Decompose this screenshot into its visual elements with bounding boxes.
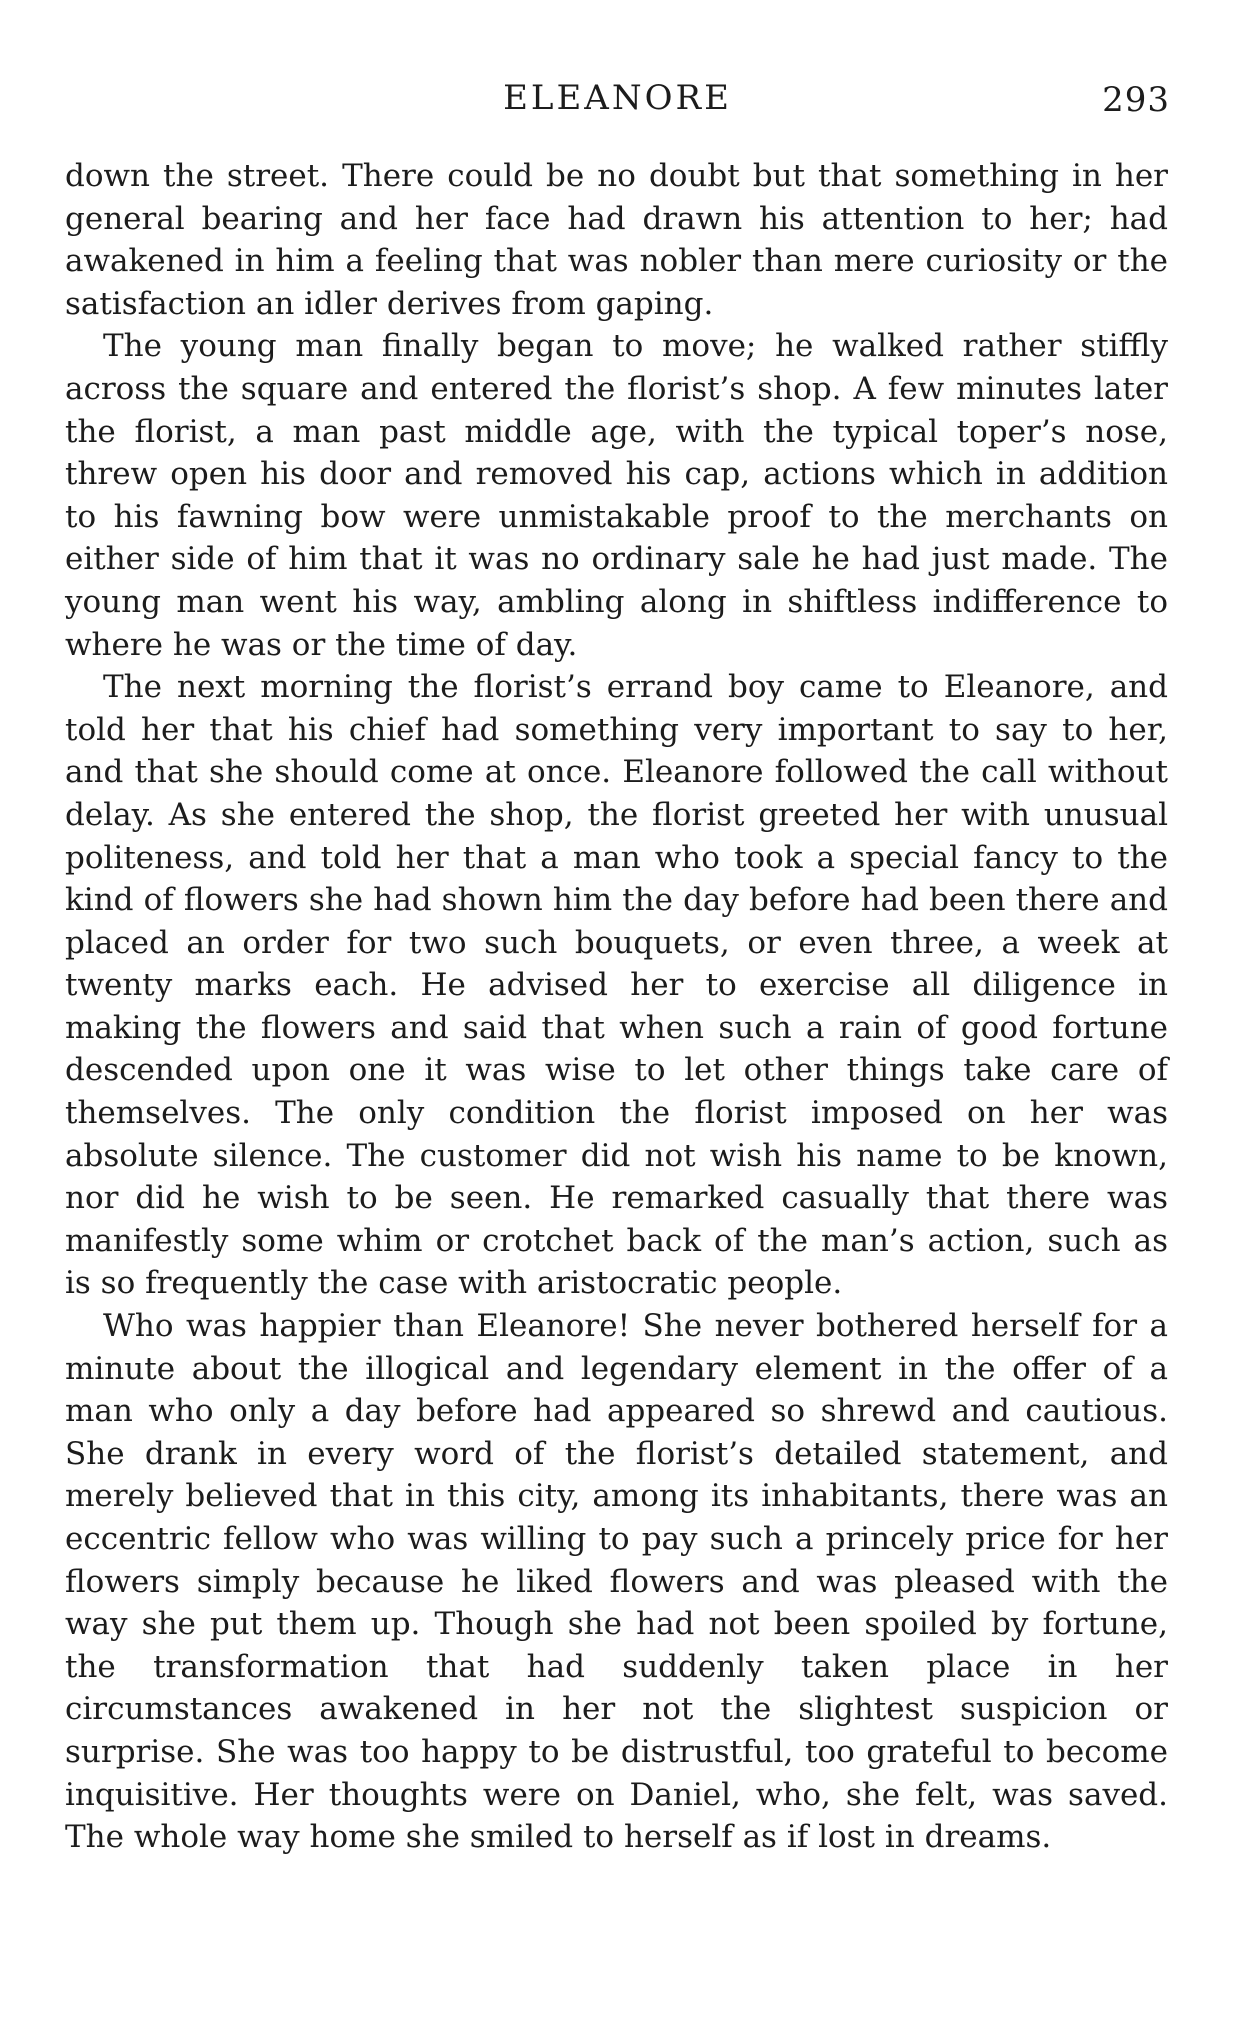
- running-head: [65, 78, 1170, 128]
- paragraph: The next morning the florist’s errand boy came to Eleanore, and told her that his chief had something very important to say to her, and that she should come at once. Eleanore followed the call without delay. As she entered the shop, the florist greeted her with unusual politeness, and told her that a man who took a special fancy to the kind of flowers she had shown him the day before had been there and placed an order for two such bouquets, or even three, a week at twenty marks each. He advised her to exercise all diligence in making the flowers and said that when such a rain of good fortune descended upon one it was wise to let other things take care of themselves. The only condition the florist imposed on her was absolute silence. The customer did not wish his name to be known, nor did he wish to be seen. He remarked casually that there was manifestly some whim or crotchet back of the man’s action, such as is so frequently the case with aristocratic people.: [65, 669, 1168, 1302]
- page-number: 293: [1102, 80, 1170, 120]
- paragraph: The young man finally began to move; he walked rather stiffly across the square and entered the florist’s shop. A few minutes later the florist, a man past middle age, with the typical toper’s nose, threw open his door and removed his cap, actions which in addition to his fawning bow were unmistakable proof to the merchants on either side of him that it was no ordinary sale he had just made. The young man went his way, ambling along in shiftless indifference to where he was or the time of day.: [65, 328, 1168, 663]
- body-text: [65, 155, 1168, 1859]
- running-title: ELEANORE: [503, 78, 732, 118]
- paragraph-continuation: down the street. There could be no doubt but that something in her general bearing and her face had drawn his attention to her; had awakened in him a feeling that was nobler than mere curiosity or the satisfaction an idler derives from gaping.: [65, 158, 1168, 322]
- paragraph: Who was happier than Eleanore! She never bothered herself for a minute about the illogical and legendary element in the offer of a man who only a day before had appeared so shrewd and cautious. She drank in every word of the florist’s detailed statement, and merely believed that in this city, among its inhabitants, there was an eccentric fellow who was willing to pay such a princely price for her flowers simply because he liked flowers and was pleased with the way she put them up. Though she had not been spoiled by fortune, the transformation that had suddenly taken place in her circumstances awakened in her not the slightest suspicion or surprise. She was too happy to be distrustful, too grateful to become inquisitive. Her thoughts were on Daniel, who, she felt, was saved. The whole way home she smiled to herself as if lost in dreams.: [65, 1308, 1168, 1856]
